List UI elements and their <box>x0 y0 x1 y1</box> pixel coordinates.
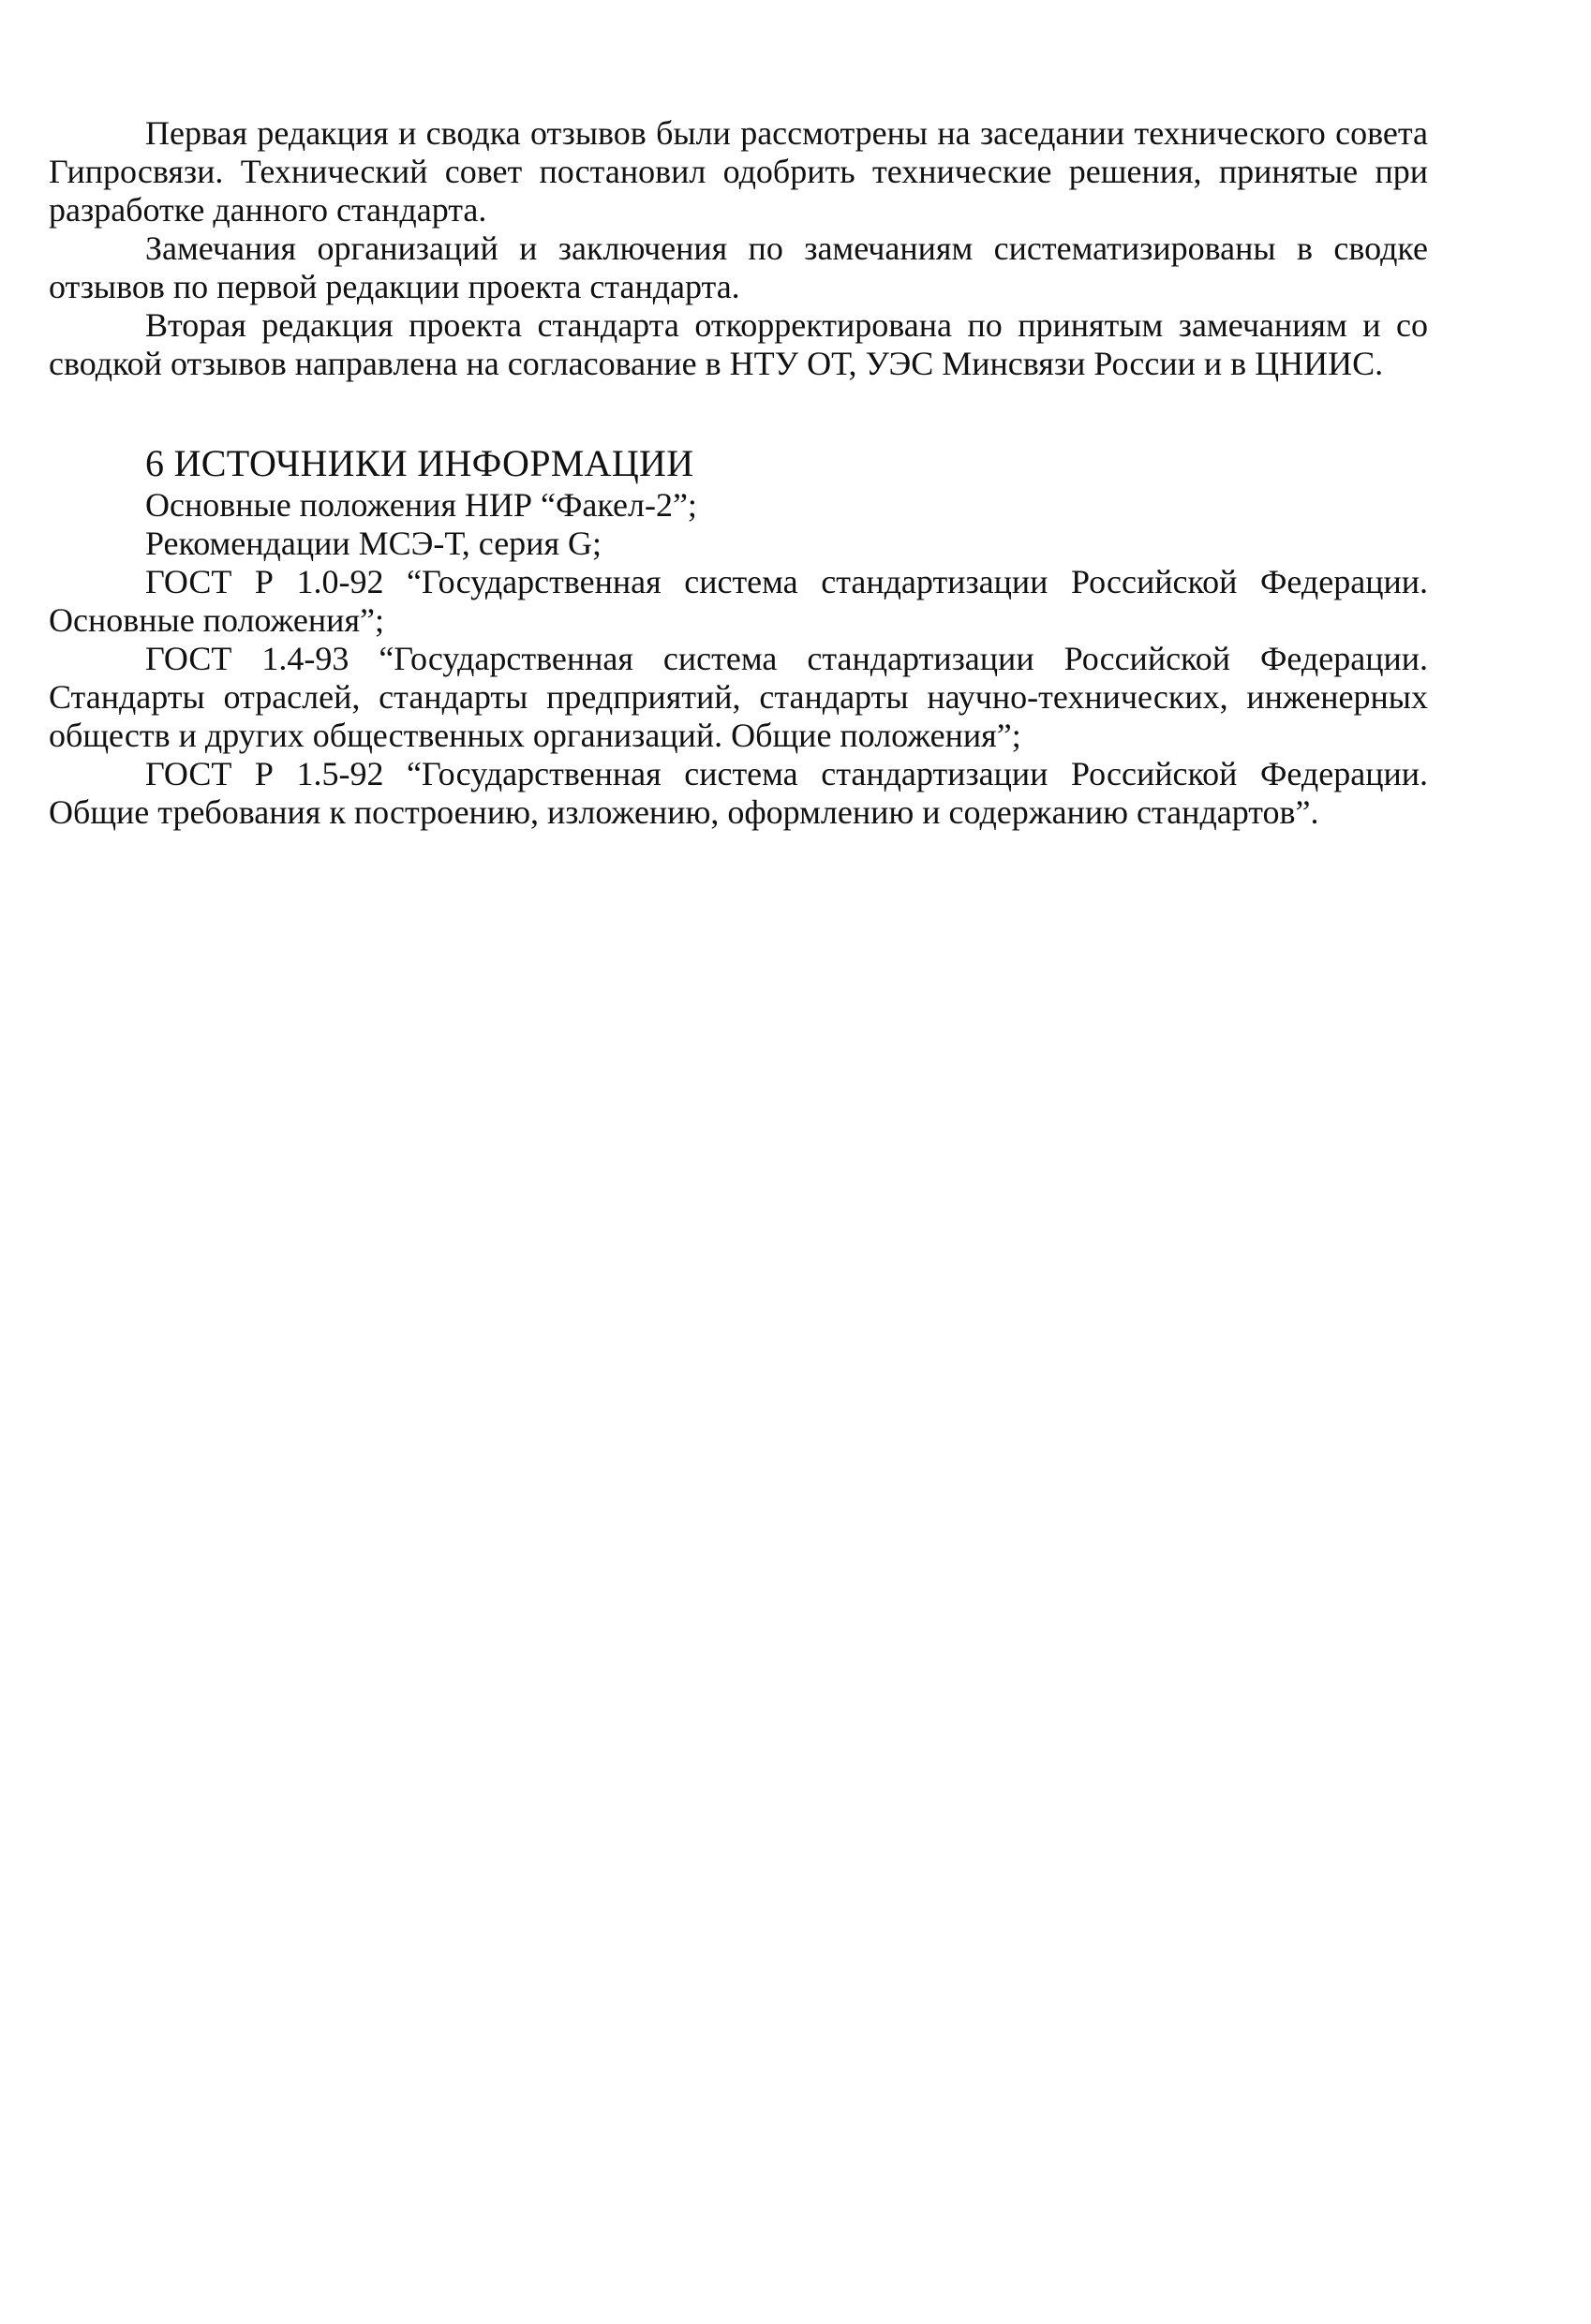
source-item-itu: Рекомендации МСЭ-Т, серия G; <box>145 525 602 562</box>
sources-section <box>49 443 1428 832</box>
paragraph-first-edition: Первая редакция и сводка отзывов были рассмотрены на заседании технического совета Гипросвязи. Технический совет постановил одобрить технические решения, принятые при разработке данного стандарта. <box>49 114 1428 229</box>
paragraph-second-edition: Вторая редакция проекта стандарта откорректирована по принятым замечаниям и со сводкой отзывов направлена на согласование в НТУ ОТ, УЭС Минсвязи России и в ЦНИИС. <box>49 306 1428 382</box>
source-item-nir: Основные положения НИР “Факел-2”; <box>145 486 697 524</box>
section-heading: 6 ИСТОЧНИКИ ИНФОРМАЦИИ <box>145 442 694 484</box>
document-page <box>49 114 1428 832</box>
source-item-gost-1-5: ГОСТ Р 1.5-92 “Государственная система стандартизации Российской Федерации. Общие требования к построению, изложению, оформлению и содержанию стандартов”. <box>49 755 1428 831</box>
source-item-gost-1-0: ГОСТ Р 1.0-92 “Государственная система стандартизации Российской Федерации. Основные положения”; <box>49 563 1428 639</box>
source-item-gost-1-4: ГОСТ 1.4-93 “Государственная система стандартизации Российской Федерации. Стандарты отраслей, стандарты предприятий, стандарты научно-технических, инженерных обществ и других общественных организаций. Общие положения”; <box>49 640 1428 754</box>
paragraph-remarks: Замечания организаций и заключения по замечаниям систематизированы в сводке отзывов по первой редакции проекта стандарта. <box>49 229 1428 305</box>
